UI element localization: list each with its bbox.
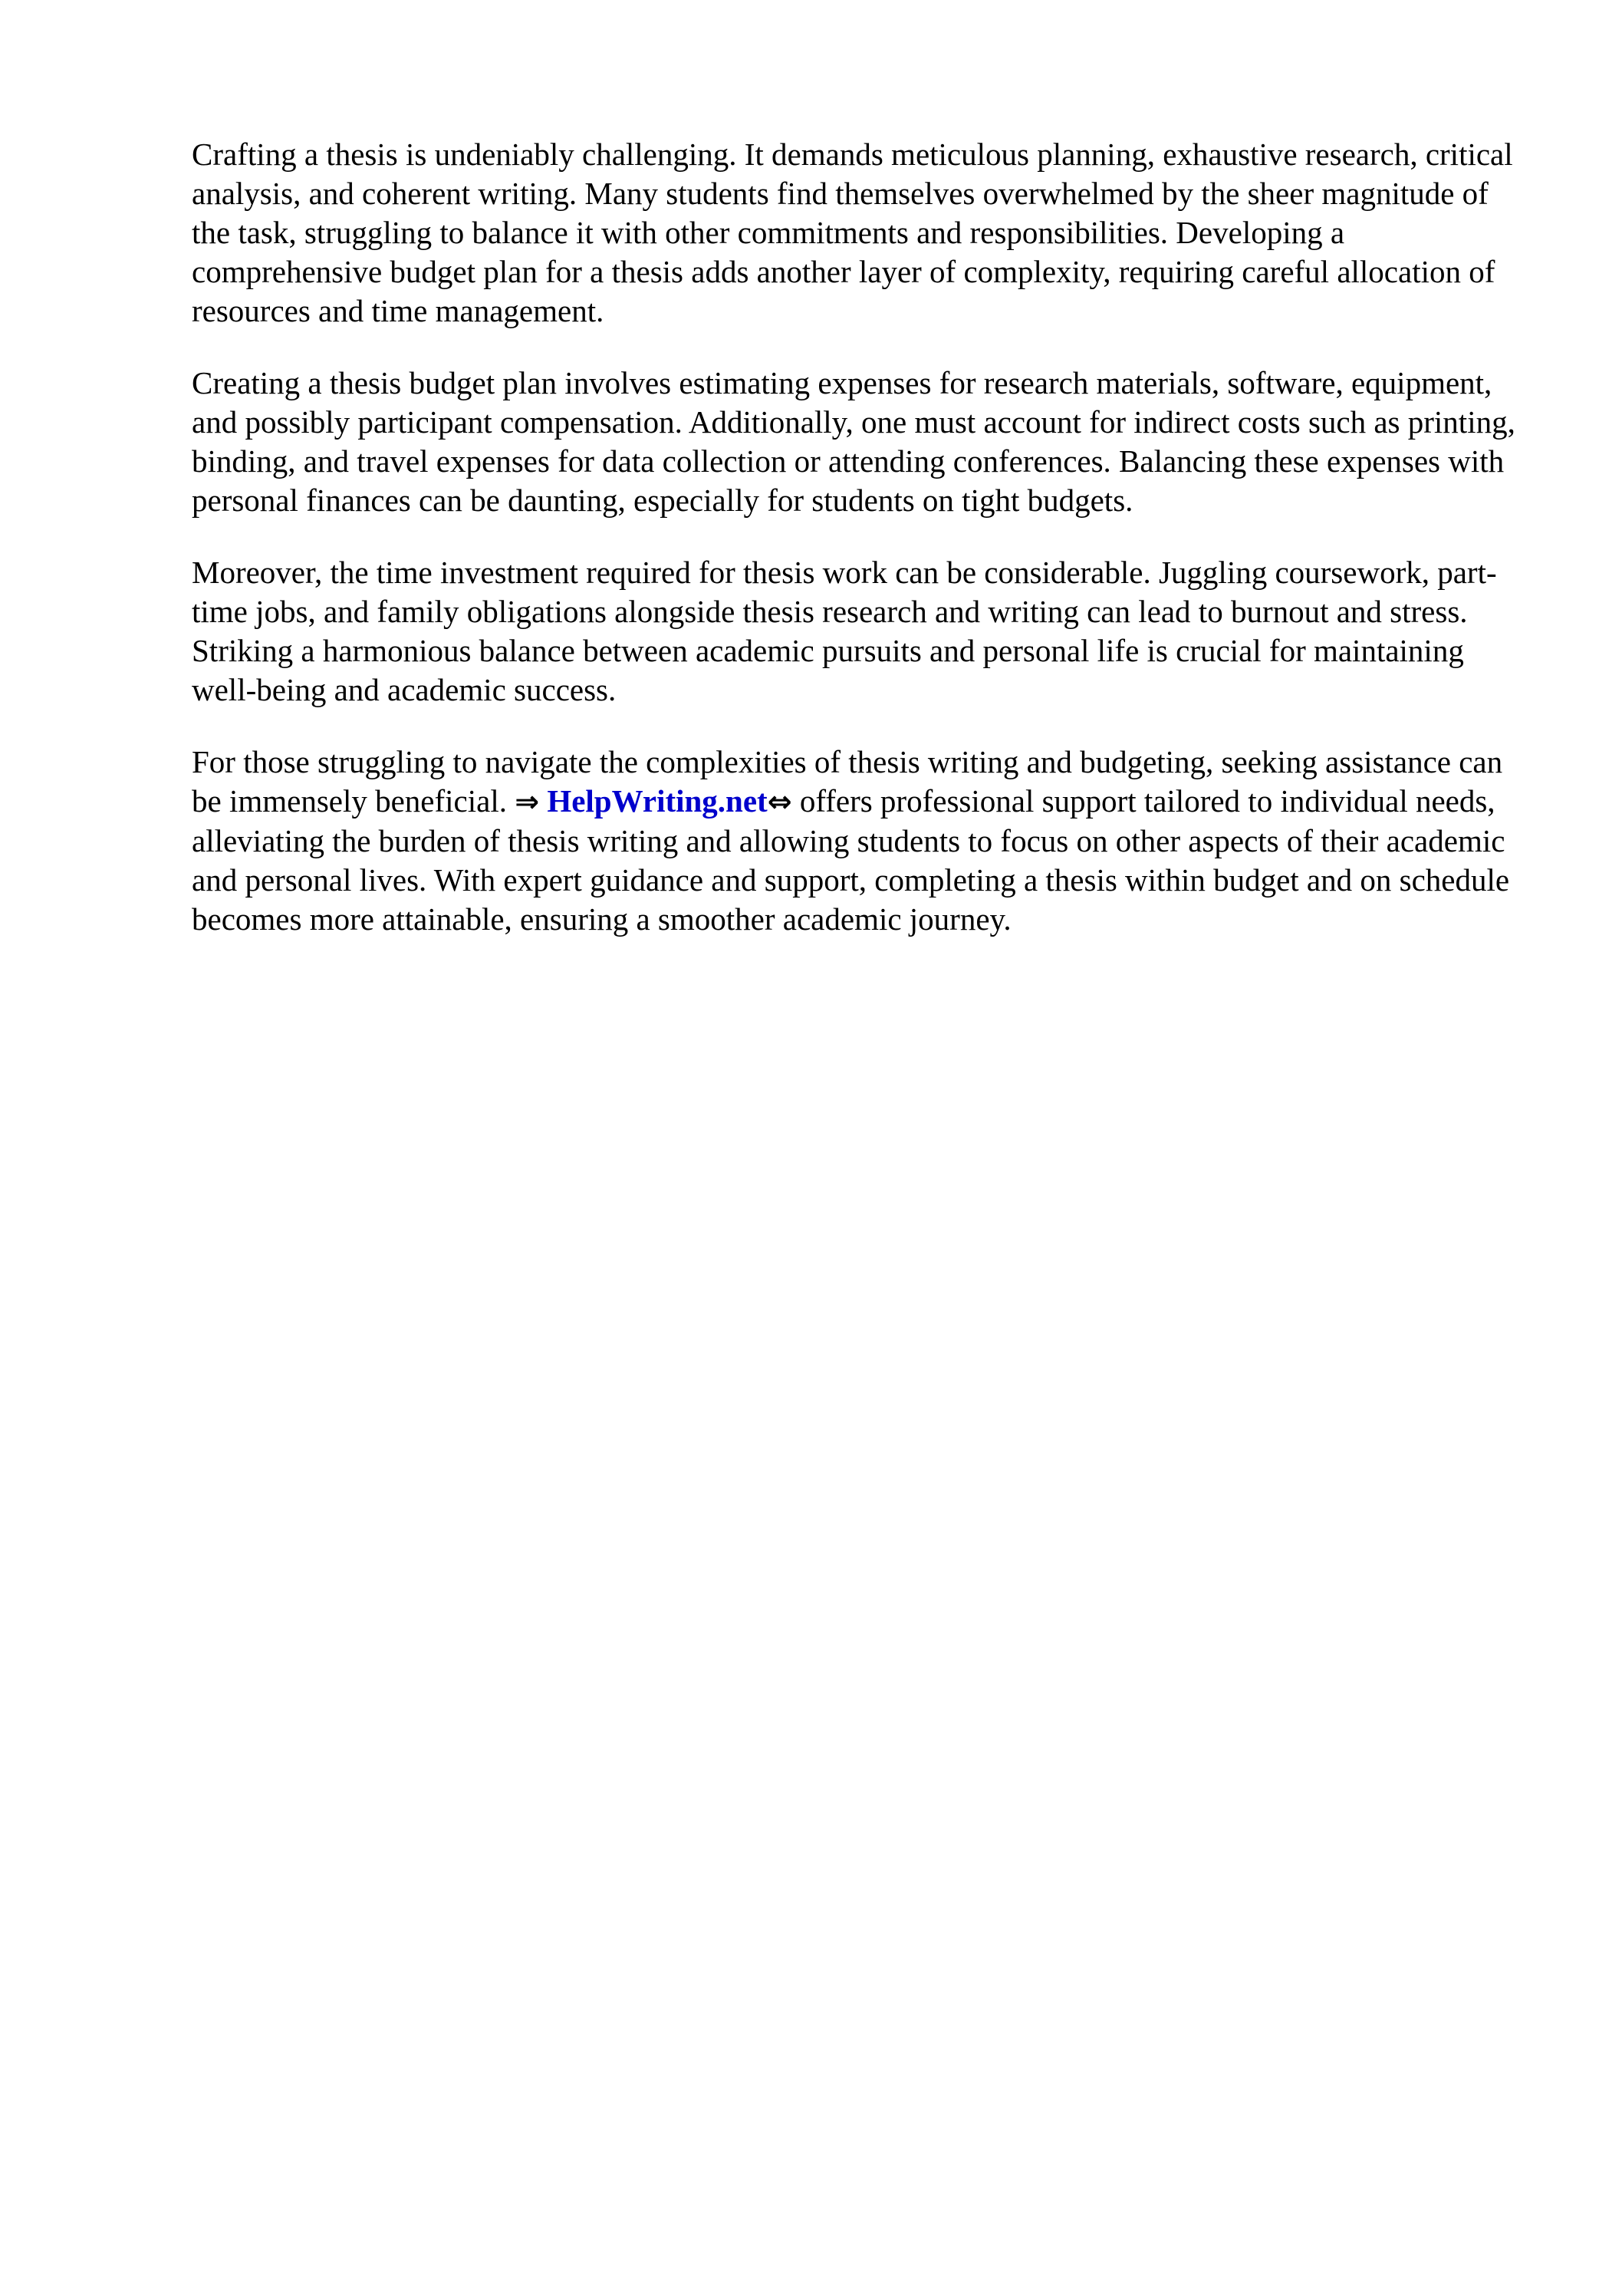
paragraph-1: Crafting a thesis is undeniably challenging. It demands meticulous planning, exhaustive research, critical analysis, and coherent writing. Many students find themselves overwhelmed by the sheer magnitude of the task, struggling to balance it with other commitments and responsibilities. Developing a comprehensive budget plan for a thesis adds another layer of complexity, requiring careful allocation of resources and time management. [192, 137, 1513, 328]
helpwriting-link[interactable]: HelpWriting.net [547, 783, 768, 819]
paragraph-2: Creating a thesis budget plan involves estimating expenses for research materials, software, equipment, and possibly participant compensation. Additionally, one must account for indirect costs such as printing, binding, and travel expenses for data collection or attending conferences. Balancing these expenses with personal finances can be daunting, especially for students on tight budgets. [192, 365, 1515, 518]
right-arrow-icon: ⇒ [515, 785, 540, 819]
paragraph-4-rest: offers professional support tailored to individual needs, alleviating the burden of thesis writing and allowing students to focus on other aspects of their academic and personal lives. With expert guidance and support, completing a thesis within budget and on schedule becomes more attainable, ensuring a smoother academic journey. [192, 783, 1510, 937]
paragraph-4-intro: For those struggling to navigate the complexities of thesis writing and budgeting, seeking assistance can be immensely beneficial. [192, 744, 1503, 819]
double-arrow-icon: ⇔ [767, 785, 792, 819]
paragraph-4 [192, 743, 1526, 939]
document-body [192, 135, 1526, 972]
paragraph-3: Moreover, the time investment required for thesis work can be considerable. Juggling coursework, part-time jobs, and family obligations alongside thesis research and writing can lead to burnout and stress. Striking a harmonious balance between academic pursuits and personal life is crucial for maintaining well-being and academic success. [192, 555, 1497, 707]
